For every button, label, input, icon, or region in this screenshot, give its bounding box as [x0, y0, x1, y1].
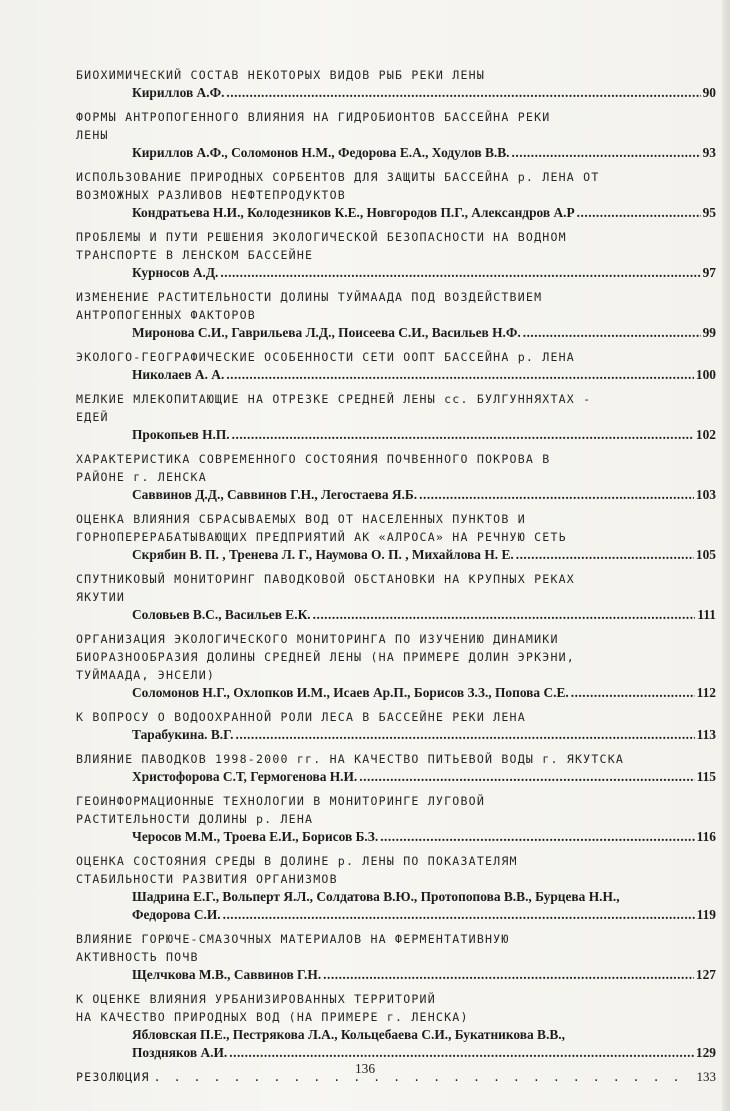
toc-entry: [76, 288, 716, 342]
entry-authors: Щелчкова М.В., Саввинов Г.Н.: [132, 967, 322, 982]
toc-entry: [76, 570, 716, 624]
dot-leader: [229, 1044, 694, 1062]
entry-authors: Кириллов А.Ф.: [132, 85, 225, 100]
entry-title-line: ОЦЕНКА СОСТОЯНИЯ СРЕДЫ В ДОЛИНЕ р. ЛЕНЫ ПО ПОКАЗАТЕЛЯМ: [76, 854, 518, 868]
dot-leader: [380, 828, 694, 846]
entry-title-line: МЕЛКИЕ МЛЕКОПИТАЮЩИЕ НА ОТРЕЗКЕ СРЕДНЕЙ ЛЕНЫ сс. БУЛГУННЯХТАХ -: [76, 392, 592, 406]
entry-authors-row: [76, 546, 716, 564]
entry-title-line: ИСПОЛЬЗОВАНИЕ ПРИРОДНЫХ СОРБЕНТОВ ДЛЯ ЗАЩИТЫ БАССЕЙНА р. ЛЕНА ОТ: [76, 170, 600, 184]
entry-title-line: ЕДЕЙ: [76, 410, 109, 424]
entry-title-line: ТРАНСПОРТЕ В ЛЕНСКОМ БАССЕЙНЕ: [76, 248, 314, 262]
entry-page-number: 95: [702, 205, 716, 220]
entry-title-line: ИЗМЕНЕНИЕ РАСТИТЕЛЬНОСТИ ДОЛИНЫ ТУЙМААДА ПОД ВОЗДЕЙСТВИЕМ: [76, 290, 543, 304]
entry-title-line: ТУЙМААДА, ЭНСЕЛИ): [76, 668, 216, 682]
resolution-label: РЕЗОЛЮЦИЯ: [76, 1070, 150, 1084]
entry-page-number: 129: [695, 1045, 716, 1060]
entry-page-number: 99: [702, 325, 716, 340]
entry-page-number: 115: [696, 769, 716, 784]
table-of-contents: [76, 66, 716, 1086]
toc-entry: [76, 168, 716, 222]
toc-entry: [76, 708, 716, 744]
entry-title-line: ГЕОИНФОРМАЦИОННЫЕ ТЕХНОЛОГИИ В МОНИТОРИНГЕ ЛУГОВОЙ: [76, 794, 486, 808]
entry-authors: Соловьев В.С., Васильев Е.К.: [132, 607, 311, 622]
entry-authors: Соломонов Н.Г., Охлопков И.М., Исаев Ар.П., Борисов З.З., Попова С.Е.: [132, 685, 569, 700]
entry-page-number: 112: [696, 685, 716, 700]
entry-title-line: ХАРАКТЕРИСТИКА СОВРЕМЕННОГО СОСТОЯНИЯ ПОЧВЕННОГО ПОКРОВА В: [76, 452, 551, 466]
toc-entry: [76, 450, 716, 504]
toc-entry: [76, 630, 716, 702]
entry-authors-row: [76, 828, 716, 846]
entry-title-line: ВЛИЯНИЕ ПАВОДКОВ 1998-2000 гг. НА КАЧЕСТВО ПИТЬЕВОЙ ВОДЫ г. ЯКУТСКА: [76, 752, 625, 766]
page-edge: [722, 0, 730, 1111]
entry-authors: Николаев А. А.: [132, 367, 225, 382]
entry-title-line: АКТИВНОСТЬ ПОЧВ: [76, 950, 199, 964]
entry-authors: Федорова С.И.: [132, 907, 221, 922]
entry-page-number: 100: [695, 367, 716, 382]
toc-entry: [76, 930, 716, 984]
entry-page-number: 119: [696, 907, 716, 922]
entry-title-line: РАЙОНЕ г. ЛЕНСКА: [76, 470, 207, 484]
entry-page-number: 111: [697, 607, 716, 622]
entry-page-number: 116: [696, 829, 716, 844]
dot-leader: [236, 726, 695, 744]
entry-title-line: ОЦЕНКА ВЛИЯНИЯ СБРАСЫВАЕМЫХ ВОД ОТ НАСЕЛЕННЫХ ПУНКТОВ И: [76, 512, 526, 526]
entry-page-number: 97: [702, 265, 716, 280]
toc-entry: [76, 108, 716, 162]
toc-entry: [76, 390, 716, 444]
entry-authors-row: [76, 966, 716, 984]
entry-authors-row: [76, 906, 716, 924]
entry-authors: Черосов М.М., Троева Е.И., Борисов Б.З.: [132, 829, 379, 844]
dot-leader: [226, 366, 694, 384]
dot-leader: [359, 768, 694, 786]
entry-page-number: 105: [695, 547, 716, 562]
toc-entry: [76, 348, 716, 384]
entry-authors-row: [76, 684, 716, 702]
entry-authors: Скрябин В. П. , Тренева Л. Г., Наумова О. П. , Михайлова Н. Е.: [132, 547, 514, 562]
entry-authors: Кондратьева Н.И., Колодезников К.Е., Новгородов П.Г., Александров А.Р: [132, 205, 575, 220]
dot-leader: [523, 324, 701, 342]
entry-title-line: НА КАЧЕСТВО ПРИРОДНЫХ ВОД (НА ПРИМЕРЕ г. ЛЕНСКА): [76, 1010, 469, 1024]
dot-leader: [220, 264, 700, 282]
entry-title-line: К ВОПРОСУ О ВОДООХРАННОЙ РОЛИ ЛЕСА В БАССЕЙНЕ РЕКИ ЛЕНА: [76, 710, 526, 724]
entry-title-line: РАСТИТЕЛЬНОСТИ ДОЛИНЫ р. ЛЕНА: [76, 812, 314, 826]
entry-title-line: БИОХИМИЧЕСКИЙ СОСТАВ НЕКОТОРЫХ ВИДОВ РЫБ РЕКИ ЛЕНЫ: [76, 68, 486, 82]
entry-title-line: СПУТНИКОВЫЙ МОНИТОРИНГ ПАВОДКОВОЙ ОБСТАНОВКИ НА КРУПНЫХ РЕКАХ: [76, 572, 575, 586]
entry-title-line: ФОРМЫ АНТРОПОГЕННОГО ВЛИЯНИЯ НА ГИДРОБИОНТОВ БАССЕЙНА РЕКИ: [76, 110, 551, 124]
dot-leader: [419, 486, 694, 504]
entry-authors-row: [76, 486, 716, 504]
dot-leader: [516, 546, 694, 564]
entry-authors: Христофорова С.Т, Гермогенова Н.И.: [132, 769, 358, 784]
dot-leader: [223, 906, 695, 924]
entry-authors-row: [76, 144, 716, 162]
entry-title-line: ЛЕНЫ: [76, 128, 109, 142]
dot-leader: [226, 84, 700, 102]
toc-entry: [76, 852, 716, 924]
entry-title-line: ГОРНОПЕРЕРАБАТЫВАЮЩИХ ПРЕДПРИЯТИЙ АК «АЛРОСА» НА РЕЧНУЮ СЕТЬ: [76, 530, 567, 544]
entry-page-number: 113: [696, 727, 716, 742]
entry-page-number: 90: [702, 85, 716, 100]
entry-authors-row: [76, 606, 716, 624]
toc-entry: [76, 750, 716, 786]
entry-title-line: К ОЦЕНКЕ ВЛИЯНИЯ УРБАНИЗИРОВАННЫХ ТЕРРИТОРИЙ: [76, 992, 436, 1006]
entry-page-number: 127: [695, 967, 716, 982]
toc-entry: [76, 228, 716, 282]
entry-authors-row: [76, 324, 716, 342]
entry-title-line: ЯКУТИИ: [76, 590, 126, 604]
entry-authors-row: [76, 264, 716, 282]
resolution-page-number: 133: [696, 1069, 716, 1084]
entry-title-line: ВОЗМОЖНЫХ РАЗЛИВОВ НЕФТЕПРОДУКТОВ: [76, 188, 346, 202]
entry-authors-row: [76, 726, 716, 744]
entry-authors-row: [76, 426, 716, 444]
entry-page-number: 93: [702, 145, 716, 160]
toc-entry: [76, 510, 716, 564]
dot-leader: [323, 966, 694, 984]
entry-title-line: ВЛИЯНИЕ ГОРЮЧЕ-СМАЗОЧНЫХ МАТЕРИАЛОВ НА ФЕРМЕНТАТИВНУЮ: [76, 932, 510, 946]
entry-page-number: 102: [695, 427, 716, 442]
entry-title-line: ОРГАНИЗАЦИЯ ЭКОЛОГИЧЕСКОГО МОНИТОРИНГА ПО ИЗУЧЕНИЮ ДИНАМИКИ: [76, 632, 559, 646]
entry-authors-line: Ябловская П.Е., Пестрякова Л.А., Кольцебаева С.И., Букатникова В.В.,: [132, 1027, 565, 1042]
entry-authors: Поздняков А.И.: [132, 1045, 228, 1060]
entry-authors-row: [76, 366, 716, 384]
toc-entry: [76, 990, 716, 1062]
entry-title-line: СТАБИЛЬНОСТИ РАЗВИТИЯ ОРГАНИЗМОВ: [76, 872, 338, 886]
entry-authors: Саввинов Д.Д., Саввинов Г.Н., Легостаева Я.Б.: [132, 487, 418, 502]
entry-title-line: АНТРОПОГЕННЫХ ФАКТОРОВ: [76, 308, 256, 322]
dot-leader: [232, 426, 694, 444]
entry-page-number: 103: [695, 487, 716, 502]
dot-leader: [577, 204, 701, 222]
entry-authors-row: [76, 1044, 716, 1062]
entry-authors: Кириллов А.Ф., Соломонов Н.М., Федорова Е.А., Ходулов В.В.: [132, 145, 510, 160]
dot-leader: [571, 684, 695, 702]
entry-authors: Прокопьев Н.П.: [132, 427, 230, 442]
entry-authors-row: [76, 204, 716, 222]
entry-authors-row: [76, 768, 716, 786]
dot-leader: [512, 144, 701, 162]
toc-entry: [76, 792, 716, 846]
entry-authors-line: Шадрина Е.Г., Вольперт Я.Л., Солдатова В.Ю., Протопопова В.В., Бурцева Н.Н.,: [132, 889, 620, 904]
entry-title-line: ЭКОЛОГО-ГЕОГРАФИЧЕСКИЕ ОСОБЕННОСТИ СЕТИ ООПТ БАССЕЙНА р. ЛЕНА: [76, 350, 575, 364]
entry-authors: Курносов А.Д.: [132, 265, 219, 280]
entry-authors-row: [76, 84, 716, 102]
dot-leader: [313, 606, 696, 624]
toc-entry: [76, 66, 716, 102]
entry-authors: Тарабукина. В.Г.: [132, 727, 234, 742]
entry-title-line: ПРОБЛЕМЫ И ПУТИ РЕШЕНИЯ ЭКОЛОГИЧЕСКОЙ БЕЗОПАСНОСТИ НА ВОДНОМ: [76, 230, 567, 244]
entry-authors: Миронова С.И., Гаврильева Л.Д., Поисеева С.И., Васильев Н.Ф.: [132, 325, 521, 340]
entry-title-line: БИОРАЗНООБРАЗИЯ ДОЛИНЫ СРЕДНЕЙ ЛЕНЫ (НА ПРИМЕРЕ ДОЛИН ЭРКЭНИ,: [76, 650, 575, 664]
page-number: 136: [354, 1061, 376, 1076]
